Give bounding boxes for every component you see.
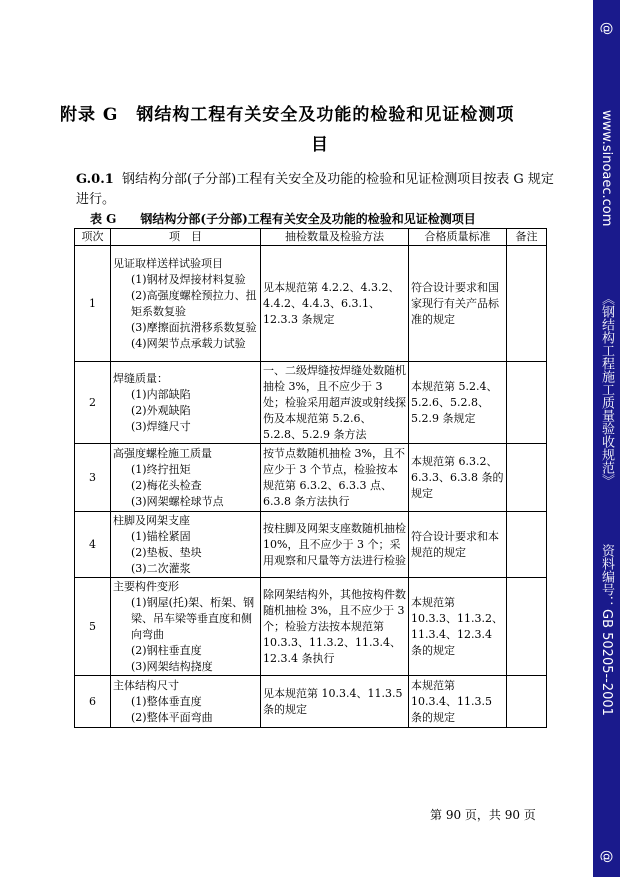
table-caption: 表 G 钢结构分部(子分部)工程有关安全及功能的检验和见证检测项目: [90, 212, 476, 226]
item-entry: (1)内部缺陷: [131, 387, 191, 401]
row-items: [111, 676, 261, 728]
row-standard: 本规范第 10.3.3、11.3.2、11.3.4、12.3.4 条的规定: [409, 578, 507, 676]
item-entry: (2)梅花头检查: [131, 478, 202, 492]
right-sidebar: [593, 0, 620, 877]
row-remark: [507, 676, 547, 728]
row-number: 4: [75, 512, 111, 578]
item-heading: 柱脚及网架支座: [113, 513, 190, 527]
row-method: 除网架结构外，其他按构件数随机抽检 3%，且不应少于 3 个；检验方法按本规范第 10.3.3、11.3.2、11.3.4、12.3.4 条执行: [261, 578, 409, 676]
row-items: [111, 246, 261, 362]
row-method: 见本规范第 10.3.4、11.3.5 条的规定: [261, 676, 409, 728]
clause-number: G.0.1: [76, 172, 114, 187]
clause-text: 钢结构分部(子分部)工程有关安全及功能的检验和见证检测项目按表 G 规定进行。: [76, 172, 554, 207]
sidebar-at-top: @: [599, 22, 614, 35]
sidebar-website: www.sinoaec.com: [599, 110, 614, 227]
item-entry: (3)摩擦面抗滑移系数复验: [131, 320, 257, 334]
item-entry: (1)锚栓紧固: [131, 529, 191, 543]
header-method: 抽检数量及检验方法: [261, 229, 409, 246]
row-method: 按节点数随机抽检 3%，且不应少于 3 个节点，检验按本规范第 6.3.2、6.3.3 点、6.3.8 条方法执行: [261, 444, 409, 512]
row-remark: [507, 246, 547, 362]
sidebar-book-title: 《钢结构工程施工质量验收规范》: [599, 292, 614, 487]
item-entry: (2)整体平面弯曲: [131, 710, 213, 724]
row-method: 一、二级焊缝按焊缝处数随机抽检 3%，且不应少于 3 处；检验采用超声波或射线探伤及本规范第 5.2.6、5.2.8、5.2.9 条方法: [261, 362, 409, 444]
row-number: 3: [75, 444, 111, 512]
item-entry: (1)钢材及焊接材料复验: [131, 272, 246, 286]
table-row: [75, 444, 547, 512]
table-row: [75, 246, 547, 362]
row-method: 按柱脚及网架支座数随机抽检 10%，且不应少于 3 个；采用观察和尺量等方法进行检验: [261, 512, 409, 578]
title-line-1: 附录 G 钢结构工程有关安全及功能的检验和见证检测项: [60, 105, 515, 125]
row-items: [111, 444, 261, 512]
item-heading: 高强度螺栓施工质量: [113, 446, 212, 460]
row-standard: 本规范第 5.2.4、5.2.6、5.2.8、5.2.9 条规定: [409, 362, 507, 444]
item-entry: (2)钢柱垂直度: [131, 643, 202, 657]
intro-paragraph: [76, 170, 556, 210]
row-number: 6: [75, 676, 111, 728]
header-remark: 备注: [507, 229, 547, 246]
header-standard: 合格质量标准: [409, 229, 507, 246]
item-entry: (1)终拧扭矩: [131, 462, 191, 476]
item-heading: 主要构件变形: [113, 579, 179, 593]
table-row: [75, 362, 547, 444]
row-remark: [507, 578, 547, 676]
row-items: [111, 362, 261, 444]
item-entry: (3)网架结构挠度: [131, 659, 213, 673]
item-entry: (1)钢屋(托)架、桁架、钢梁、吊车梁等垂直度和侧向弯曲: [131, 595, 255, 641]
sidebar-at-bottom: @: [599, 850, 614, 863]
item-entry: (1)整体垂直度: [131, 694, 202, 708]
row-standard: 符合设计要求和国家现行有关产品标准的规定: [409, 246, 507, 362]
item-entry: (2)高强度螺栓预拉力、扭矩系数复验: [131, 288, 257, 318]
row-remark: [507, 362, 547, 444]
row-items: [111, 512, 261, 578]
table-row: [75, 676, 547, 728]
item-entry: (4)网架节点承载力试验: [131, 336, 246, 350]
item-entry: (3)焊缝尺寸: [131, 419, 191, 433]
inspection-table: [74, 228, 547, 728]
row-remark: [507, 512, 547, 578]
item-entry: (3)二次灌浆: [131, 561, 191, 575]
table-header-row: [75, 229, 547, 246]
page-footer: 第 90 页，共 90 页: [430, 808, 536, 822]
row-remark: [507, 444, 547, 512]
row-items: [111, 578, 261, 676]
item-heading: 焊缝质量：: [113, 371, 168, 385]
page-title: [60, 100, 580, 160]
header-item: 项 目: [111, 229, 261, 246]
item-heading: 见证取样送样试验项目: [113, 256, 223, 270]
table-row: [75, 578, 547, 676]
title-line-2: 目: [311, 135, 329, 155]
item-entry: (2)外观缺陷: [131, 403, 191, 417]
row-method: 见本规范第 4.2.2、4.3.2、4.4.2、4.4.3、6.3.1、12.3.3 条规定: [261, 246, 409, 362]
row-standard: 符合设计要求和本规范的规定: [409, 512, 507, 578]
sidebar-code: 资料编号：GB 50205--2001: [599, 544, 614, 716]
item-heading: 主体结构尺寸: [113, 678, 179, 692]
row-number: 5: [75, 578, 111, 676]
table-row: [75, 512, 547, 578]
item-entry: (2)垫板、垫块: [131, 545, 202, 559]
header-no: 项次: [75, 229, 111, 246]
row-number: 2: [75, 362, 111, 444]
row-standard: 本规范第 6.3.2、6.3.3、6.3.8 条的规定: [409, 444, 507, 512]
row-number: 1: [75, 246, 111, 362]
item-entry: (3)网架螺栓球节点: [131, 494, 224, 508]
row-standard: 本规范第 10.3.4、11.3.5 条的规定: [409, 676, 507, 728]
